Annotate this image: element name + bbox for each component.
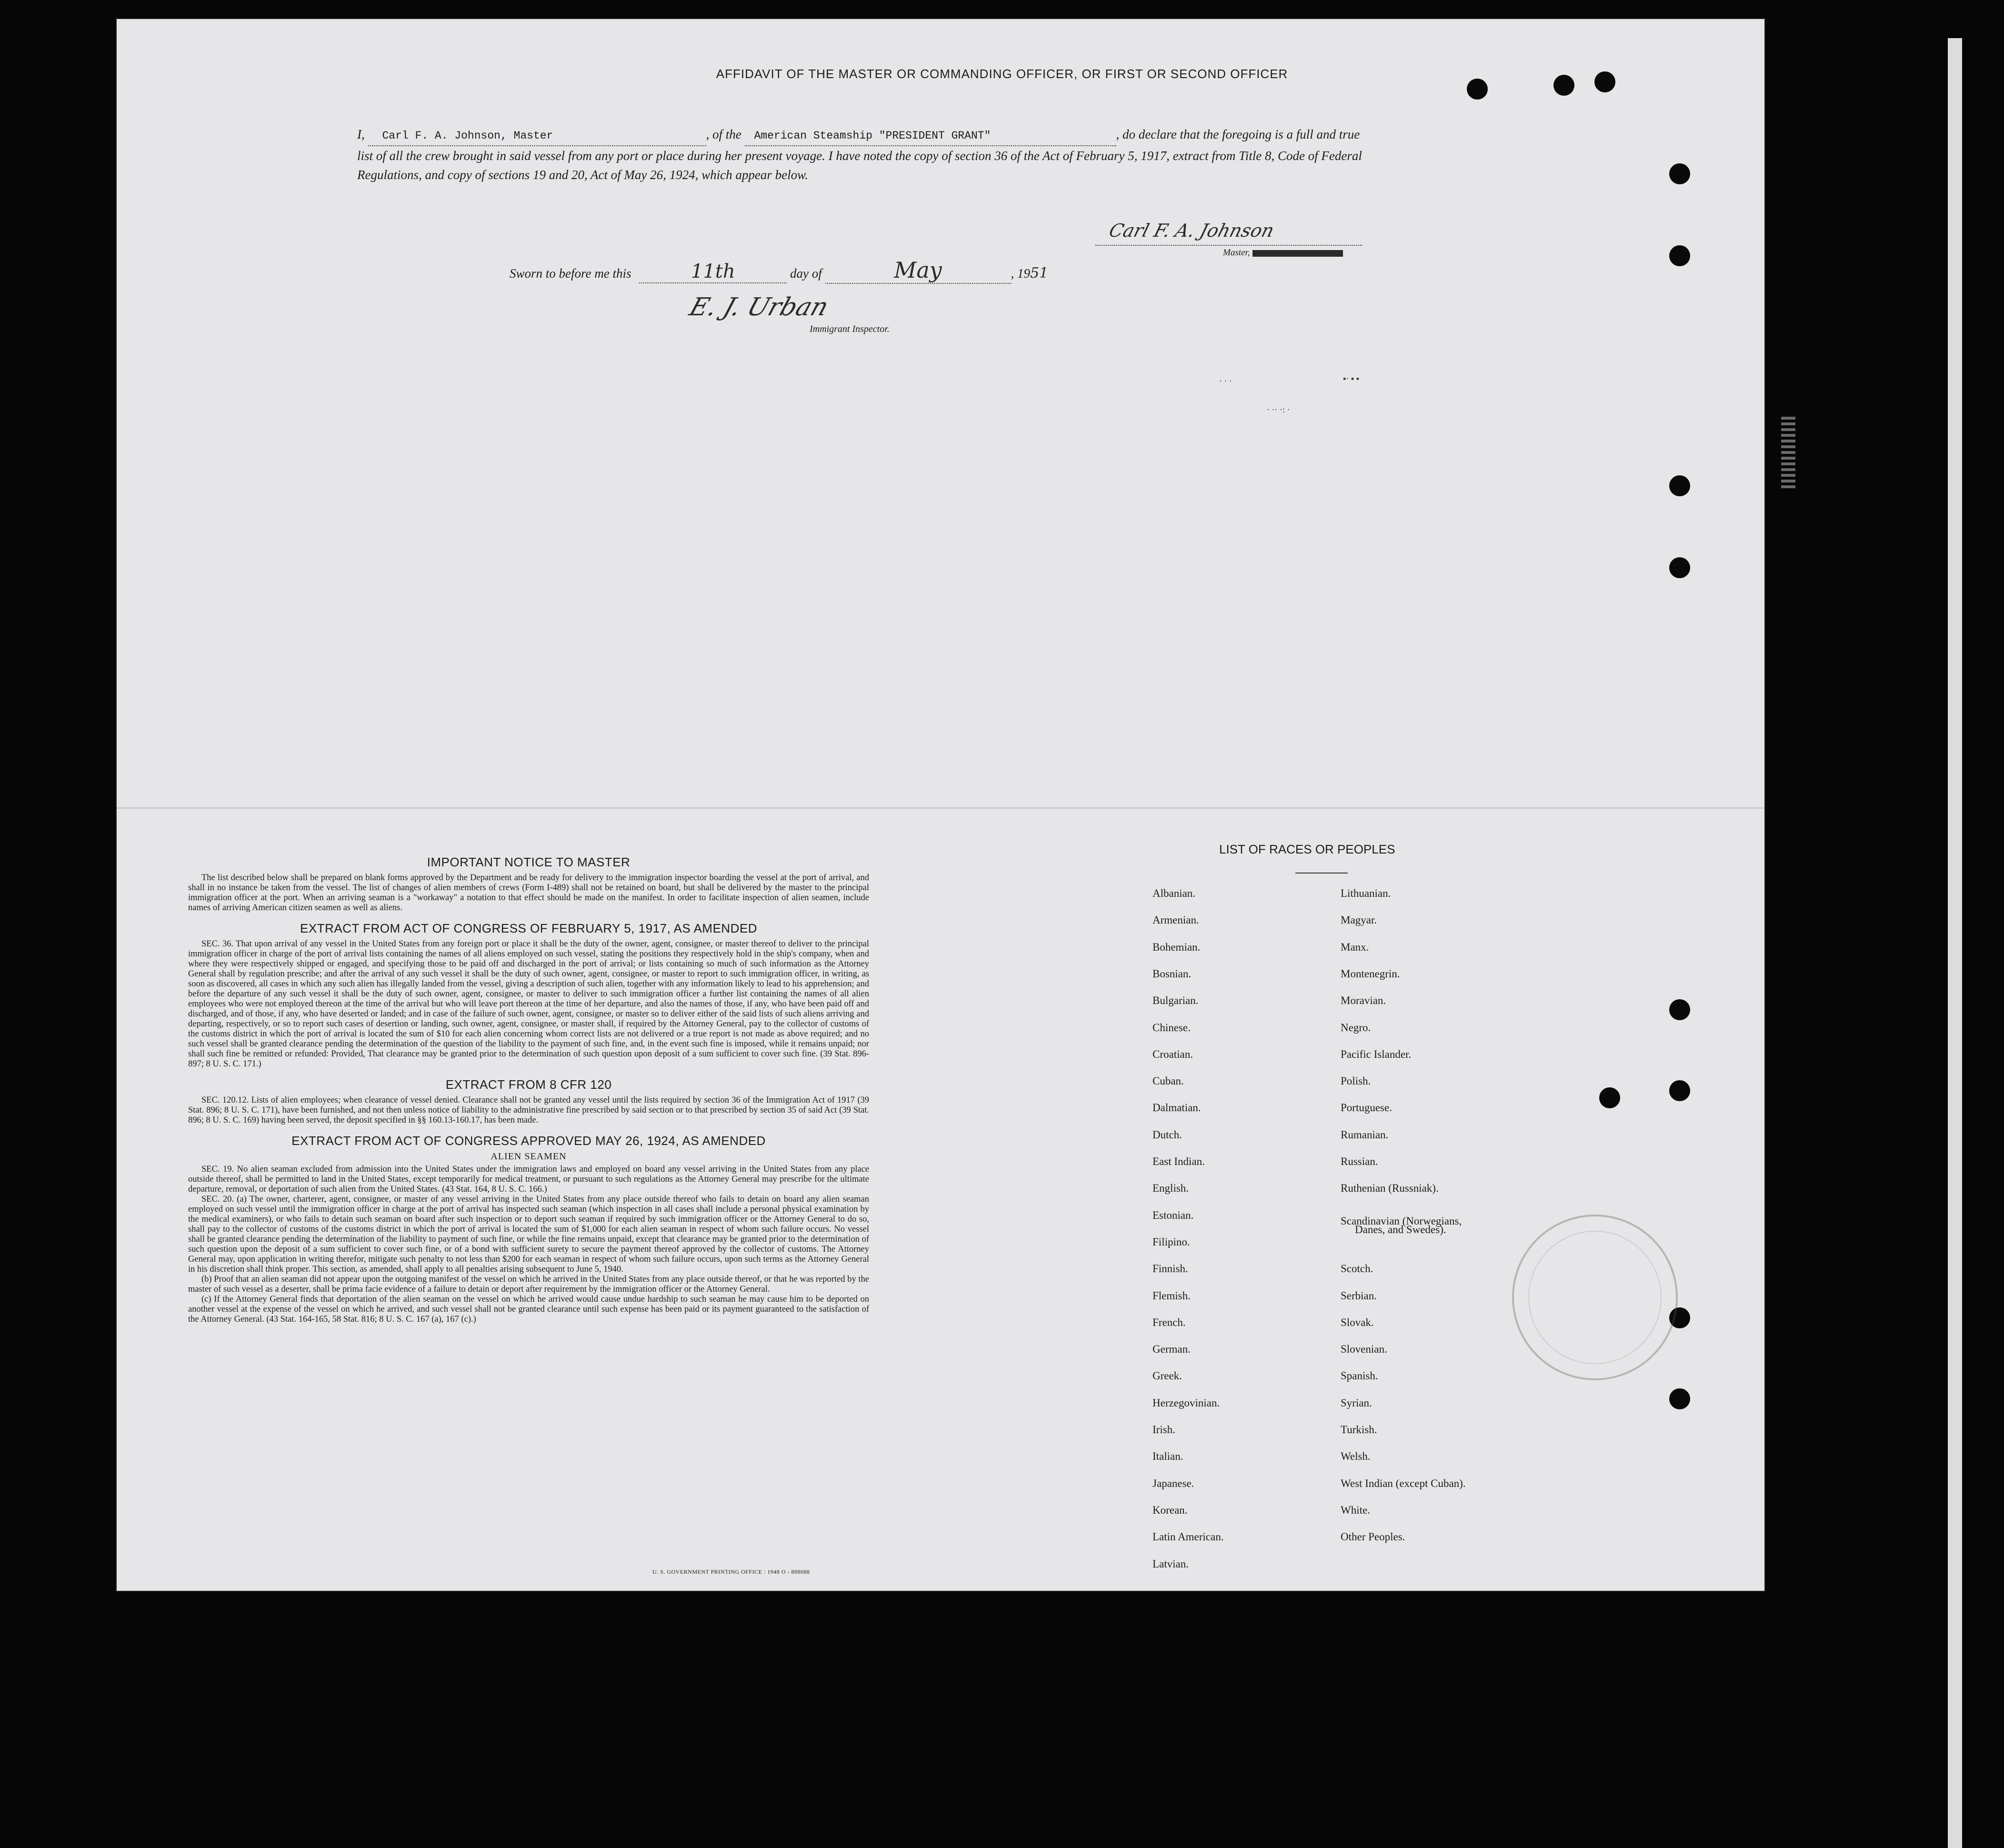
race-item: Turkish. (1341, 1424, 1377, 1436)
month-field (825, 257, 1011, 284)
day-field (639, 261, 787, 283)
punch-hole (1669, 557, 1690, 578)
extract-cfr-title: EXTRACT FROM 8 CFR 120 (445, 1077, 612, 1092)
document-page (117, 19, 1764, 1591)
race-item: Bohemian. (1152, 941, 1201, 953)
race-item: Japanese. (1152, 1477, 1194, 1489)
sworn-year: 51 (1030, 265, 1049, 281)
race-item: Polish. (1341, 1075, 1371, 1087)
printer-imprint: U. S. GOVERNMENT PRINTING OFFICE : 1948 O - 888088 (652, 1568, 810, 1575)
race-item: Scandinavian (Norwegians, (1341, 1215, 1462, 1227)
day-of-label: day of (790, 266, 822, 281)
sworn-day: 11th (691, 261, 735, 282)
race-item: Portuguese. (1341, 1102, 1392, 1114)
race-item: Latin American. (1152, 1531, 1224, 1543)
extract-1924-title: EXTRACT FROM ACT OF CONGRESS APPROVED MAY 26, 1924, AS AMENDED (291, 1134, 766, 1148)
race-item: Negro. (1341, 1021, 1371, 1034)
race-item: Dalmatian. (1152, 1102, 1201, 1114)
race-item: Bulgarian. (1152, 994, 1199, 1007)
master-label-text: Master, (1223, 248, 1250, 258)
race-item: Magyar. (1341, 914, 1377, 926)
punch-hole (1599, 1087, 1620, 1108)
alien-seamen-subtitle: ALIEN SEAMEN (491, 1151, 567, 1162)
race-item: Latvian. (1152, 1557, 1189, 1570)
notice-title: IMPORTANT NOTICE TO MASTER (427, 855, 631, 869)
ink-specks: · ·· ·: · (1267, 405, 1290, 414)
officer-name: Carl F. A. Johnson, Master (382, 130, 553, 142)
race-item: Spanish. (1341, 1370, 1378, 1382)
of-the-label: , of the (706, 127, 741, 141)
sworn-label: Sworn to before me this (510, 266, 631, 281)
race-item: Croatian. (1152, 1048, 1193, 1060)
race-item: Lithuanian. (1341, 887, 1391, 899)
i-label: I, (357, 127, 365, 141)
race-item: White. (1341, 1504, 1370, 1516)
race-item: Cuban. (1152, 1075, 1184, 1087)
struck-out-text (1252, 250, 1343, 257)
race-item: Chinese. (1152, 1021, 1191, 1034)
race-item: West Indian (except Cuban). (1341, 1477, 1466, 1489)
race-item: Scotch. (1341, 1263, 1373, 1275)
extract-1917-text: SEC. 36. That upon arrival of any vessel in the United States from any foreign port or place it shall be the duty of the owner, agent, consignee, or master thereof to deliver to the principal immigration officer in charge of the port of arrival lists containing the names of all aliens employed on such vessel, stating the positions they respectively hold in the ship's company, when and where they were respectively shipped or engaged, and specifying those to be paid off and discharged in the port of arrival; or lists containing so much of such information as the Attorney General shall by regulation prescribe; and after the arrival of any such vessel it shall be the duty of such owner, agent, consignee, or master to report to such immigration officer, in writing, as soon as discovered, all cases in which any such alien has illegally landed from the vessel, giving a description of such alien, together with any information likely to lead to his apprehension; and before the departure of any such vessel it shall be the duty of such owner, agent, consignee, or master to deliver to such immigration officer a further list containing the names of all alien employees who were not employed thereon at the time of the arrival but who will leave port thereon at the time of her departure, and also the names of those, if any, who have been paid off and discharged, and of those, if any, who have deserted or landed; and in case of the failure of such owner, agent, consignee, or master so to deliver either of the said lists of such aliens arriving and departing, respectively, or so to report such cases of desertion or landing, such owner, agent, consignee, or master shall, if required by the Attorney General, pay to the collector of customs of the customs district in which the port of arrival is located the sum of $10 for each alien concerning whom correct lists are not delivered or a true report is not made as above required; and no such vessel shall be granted clearance pending the determination of the question of the liability to the payment of such fine, and, in the event such fine is imposed, while it remains unpaid; nor shall such fine be remitted or refunded: Provided, That clearance may be granted prior to the determination of such question upon deposit of a sum sufficient to cover such fine. (39 Stat. 896-897; 8 U. S. C. 171.) (188, 939, 869, 1069)
legal-notices-column (188, 857, 869, 1325)
race-item: English. (1152, 1182, 1189, 1195)
race-item: French. (1152, 1316, 1186, 1328)
sec-20c-text: (c) If the Attorney General finds that deportation of the alien seaman on the vessel on which he arrived would cause undue hardship to such seaman he may cause him to be deported on another vessel at the expense of the vessel on which he arrived, and such vessel shall not be granted clearance until such expense has been paid or its payment guaranteed to the satisfaction of the Attorney General. (43 Stat. 164-165, 58 Stat. 816; 8 U. S. C. 167 (a), 167 (c).) (188, 1295, 869, 1324)
races-title-rule (1295, 873, 1348, 874)
punch-hole (1669, 475, 1690, 496)
ink-specks: · · · (1219, 376, 1232, 386)
punch-hole (1669, 245, 1690, 266)
race-item: Ruthenian (Russniak). (1341, 1182, 1439, 1195)
race-item: Other Peoples. (1341, 1531, 1405, 1543)
ink-specks: ▪· ▪ ▪ (1343, 374, 1360, 383)
affidavit-declaration (357, 125, 1372, 184)
races-title: LIST OF RACES OR PEOPLES (1219, 842, 1395, 856)
race-item: Syrian. (1341, 1396, 1372, 1409)
race-item: Slovenian. (1341, 1343, 1387, 1356)
sec-19-text: SEC. 19. No alien seaman excluded from admission into the United States under the immigration laws and employed on board any vessel arriving in the United States from any place outside thereof, shall be permitted to land in the United States, except temporarily for medical treatment, or pursuant to such regulations as the Attorney General may prescribe for the ultimate departure, removal, or deportation of such alien from the United States. (43 Stat. 164, 8 U. S. C. 166.) (188, 1165, 869, 1194)
race-item: Albanian. (1152, 887, 1196, 899)
master-label (1223, 248, 1343, 258)
race-item: Moravian. (1341, 994, 1386, 1007)
vessel-name: American Steamship "PRESIDENT GRANT" (754, 130, 991, 142)
master-signature: Carl F. A. Johnson (1107, 220, 1277, 241)
race-item: Herzegovinian. (1152, 1396, 1220, 1409)
sworn-month: May (894, 257, 942, 283)
punch-hole (1467, 79, 1488, 100)
master-signature-line (1095, 220, 1362, 246)
sworn-line (510, 257, 1048, 284)
race-item: Welsh. (1341, 1450, 1371, 1463)
vessel-field (745, 125, 1116, 146)
inspector-signature: E. J. Urban (686, 293, 832, 321)
faded-seal-stamp (1512, 1215, 1678, 1380)
race-item: Finnish. (1152, 1263, 1188, 1275)
race-item: Korean. (1152, 1504, 1188, 1516)
punch-hole (1669, 163, 1690, 184)
race-item: East Indian. (1152, 1155, 1205, 1167)
punch-hole (1669, 1388, 1690, 1409)
race-item: Flemish. (1152, 1289, 1191, 1302)
sec-20a-text: SEC. 20. (a) The owner, charterer, agent, consignee, or master of any vessel arriving in the United States from any place outside thereof who fails to detain on board any alien seaman employed on such vessel until the immigration officer in charge at the port of arrival has inspected such seaman (which inspection in all cases shall include a personal physical examination by the medical examiners), or who fails to detain such seaman on board after such inspection or to deport such seaman if required by such immigration officer or the Attorney General to do so, shall pay to the collector of customs of the customs district in which the port of arrival is located the sum of $1,000 for each alien seaman in respect of whom such failure occurs. No vessel shall be granted clearance pending the determination of the liability to payment of such fine, or while the fine remains unpaid, except that clearance may be granted prior to the determination of such question upon the deposit of a sum sufficient to cover such fine, or of a bond with sufficient surety to secure the payment thereof approved by the collector of customs. The Attorney General may, upon application in writing therefor, mitigate such penalty to not less than $200 for each seaman in respect of whom such failure occurs, upon such terms as the Attorney General in his discretion shall think proper. This section, as amended, shall apply to all penalties arising subsequent to June 5, 1940. (188, 1195, 869, 1274)
race-item: Estonian. (1152, 1209, 1194, 1221)
race-item: Italian. (1152, 1450, 1183, 1463)
notice-text: The list described below shall be prepared on blank forms approved by the Department and be ready for delivery to the immigration inspector boarding the vessel at the port of arrival, and shall in no instance be taken from the vessel. The list of changes of alien members of crews (Form I-489) shall not be retained on board, but shall be delivered by the master to the principal immigration officer at the port. When an arriving seaman is a "workaway" a notation to that effect should be made on the manifest. In order to facilitate inspection of alien seamen, include names of arriving American citizen seamen as well as aliens. (188, 873, 869, 913)
race-item: Irish. (1152, 1424, 1175, 1436)
film-sprocket-edge (1781, 417, 1795, 488)
extract-1917-title: EXTRACT FROM ACT OF CONGRESS OF FEBRUARY 5, 1917, AS AMENDED (300, 921, 757, 935)
race-item: Filipino. (1152, 1235, 1190, 1248)
adjacent-page-edge (1948, 38, 1962, 1848)
race-item: Slovak. (1341, 1316, 1374, 1328)
inspector-label: Immigrant Inspector. (810, 324, 890, 334)
race-item: Bosnian. (1152, 967, 1192, 980)
race-item: Armenian. (1152, 914, 1199, 926)
race-item: Serbian. (1341, 1289, 1377, 1302)
sec-20b-text: (b) Proof that an alien seaman did not appear upon the outgoing manifest of the vessel on which he arrived in the United States from any place outside thereof, or that he was reported by the master of such vessel as a deserter, shall be prima facie evidence of a failure to detain or deport after requirement by the immigration officer or the Attorney General. (188, 1275, 869, 1294)
declare-label: , do declare (1116, 127, 1177, 141)
officer-name-field (368, 125, 706, 146)
extract-cfr-text: SEC. 120.12. Lists of alien employees; when clearance of vessel denied. Clearance shall not be granted any vessel until the lists required by section 36 of the Immigration Act of 1917 (39 Stat. 896; 8 U. S. C. 171), have been furnished, and not then unless notice of liability to the administrative fine prescribed by said section or to that prescribed by section 35 of said Act (39 Stat. 896; 8 U. S. C. 169) having been served, the deposit specified in §§ 160.13-160.17, has been made. (188, 1095, 869, 1125)
race-item: Greek. (1152, 1370, 1182, 1382)
race-item: Dutch. (1152, 1128, 1182, 1141)
race-item: Pacific Islander. (1341, 1048, 1412, 1060)
race-item: Russian. (1341, 1155, 1378, 1167)
affidavit-title: AFFIDAVIT OF THE MASTER OR COMMANDING OFFICER, OR FIRST OR SECOND OFFICER (716, 67, 1288, 81)
fold-line (117, 807, 1764, 809)
race-item: German. (1152, 1343, 1191, 1356)
race-item: Danes, and Swedes). (1355, 1223, 1446, 1235)
race-item: Manx. (1341, 941, 1369, 953)
punch-hole (1669, 1080, 1690, 1101)
race-item: Montenegrin. (1341, 967, 1400, 980)
declaration-body: that the foregoing is a full and true list of all the crew brought in said vessel from any port or place during her present voyage. I have noted the copy of section 36 of the Act of February 5, 1917, extract from Title 8, Code of Federal Regulations, and copy of sections 19 and 20, Act of May 26, 1924, which appear below. (357, 127, 1362, 182)
year-prefix: , 19 (1011, 266, 1030, 281)
punch-hole (1669, 999, 1690, 1020)
race-item: Rumanian. (1341, 1128, 1389, 1141)
